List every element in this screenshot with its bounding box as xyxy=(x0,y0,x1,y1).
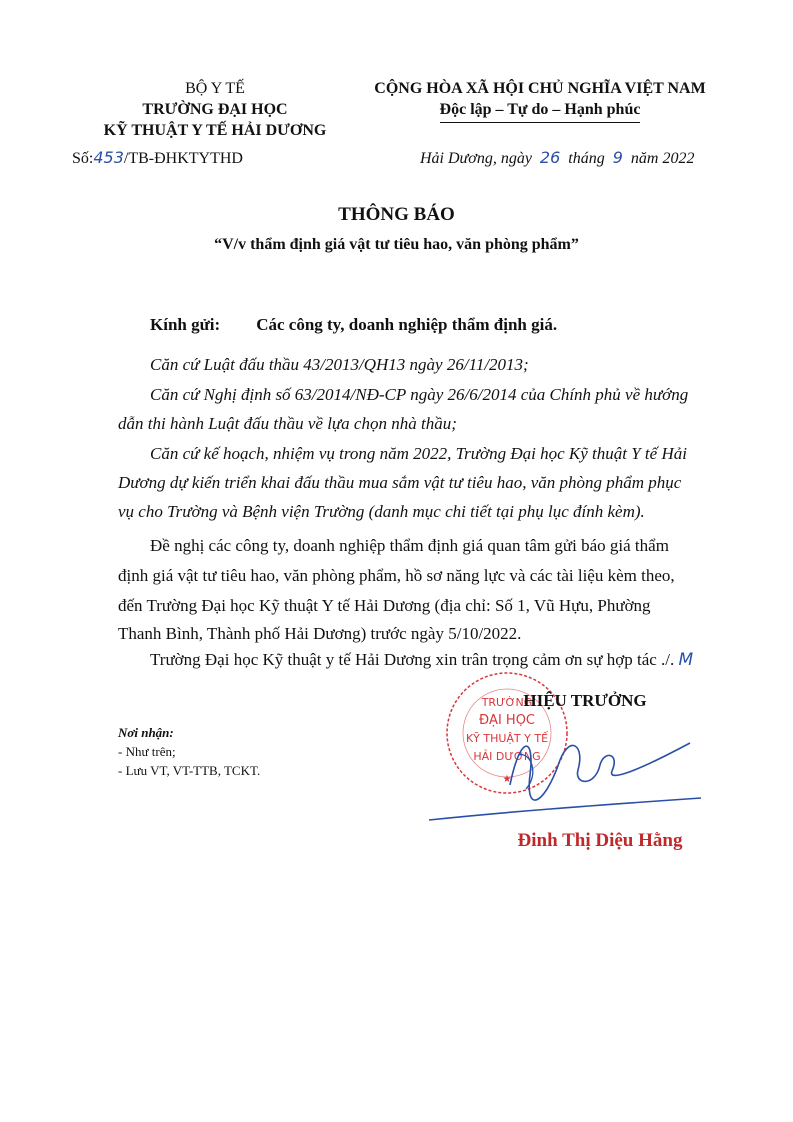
ministry-name: BỘ Y TẾ xyxy=(185,80,245,97)
addressee-label: Kính gửi: xyxy=(150,315,221,334)
date-month: 9 xyxy=(612,148,623,167)
national-motto: Độc lập – Tự do – Hạnh phúc xyxy=(440,99,641,123)
request-line1: Đề nghị các công ty, doanh nghiệp thẩm định giá quan tâm gửi báo giá thẩm xyxy=(150,536,669,555)
stamp-text-3: KỸ THUẬT Y TẾ xyxy=(465,732,549,745)
addressee xyxy=(150,315,557,335)
addressee-text: Các công ty, doanh nghiệp thẩm định giá. xyxy=(256,315,558,334)
national-header xyxy=(350,78,730,123)
date-suffix: năm 2022 xyxy=(630,150,695,167)
document-number xyxy=(72,148,243,168)
issuer-block xyxy=(70,78,360,141)
thanks-text: Trường Đại học Kỹ thuật y tế Hải Dương xin trân trọng cảm ơn sự hợp tác ./. xyxy=(150,650,675,669)
stamp-text-4: HẢI DƯƠNG xyxy=(473,750,541,763)
request-line4: Thanh Bình, Thành phố Hải Dương) trước ngày 5/10/2022. xyxy=(118,624,522,643)
basis-law: Căn cứ Luật đấu thầu 43/2013/QH13 ngày 26/11/2013; xyxy=(150,355,529,374)
date-month-label: tháng xyxy=(568,150,605,167)
basis-plan-line3: vụ cho Trường và Bệnh viện Trường (danh mục chi tiết tại phụ lục đính kèm). xyxy=(118,502,645,521)
recipient-item: - Như trên; xyxy=(118,744,176,759)
school-name-line2: KỸ THUẬT Y TẾ HẢI DƯƠNG xyxy=(103,122,327,139)
doc-no-handwritten: 453 xyxy=(93,148,124,167)
basis-decree-line1: Căn cứ Nghị định số 63/2014/NĐ-CP ngày 26/6/2014 của Chính phủ về hướng xyxy=(150,385,689,404)
request-line2: định giá vật tư tiêu hao, văn phòng phẩm, hồ sơ năng lực và các tài liệu kèm theo, xyxy=(118,566,675,585)
basis-plan-line1: Căn cứ kế hoạch, nhiệm vụ trong năm 2022, Trường Đại học Kỹ thuật Y tế Hải xyxy=(150,444,687,463)
basis-plan-line2: Dương dự kiến triển khai đấu thầu mua sắm vật tư tiêu hao, văn phòng phẩm phục xyxy=(118,473,682,492)
doc-no-suffix: /TB-ĐHKTYTHD xyxy=(123,150,243,167)
signature-underline xyxy=(425,790,705,830)
svg-text:★: ★ xyxy=(502,774,512,785)
date-prefix: Hải Dương, ngày xyxy=(420,150,532,167)
document-title: THÔNG BÁO xyxy=(338,204,455,225)
thanks-line xyxy=(150,650,693,670)
request-line3: đến Trường Đại học Kỹ thuật Y tế Hải Dương (địa chỉ: Số 1, Vũ Hựu, Phường xyxy=(118,596,651,615)
document-subtitle: “V/v thẩm định giá vật tư tiêu hao, văn phòng phẩm” xyxy=(214,236,579,253)
signer-title: HIỆU TRƯỞNG xyxy=(523,691,647,710)
issue-date xyxy=(420,148,694,168)
stamp-text-2: ĐẠI HỌC xyxy=(478,713,536,728)
stamp-text-1: TRƯỜNG xyxy=(481,696,533,709)
signer-name: Đinh Thị Diệu Hằng xyxy=(517,830,683,851)
basis-decree-line2: dẫn thi hành Luật đấu thầu về lựa chọn nhà thầu; xyxy=(118,414,457,433)
initial-mark: M xyxy=(678,650,694,670)
recipients-block xyxy=(118,723,260,780)
nation-name: CỘNG HÒA XÃ HỘI CHỦ NGHĨA VIỆT NAM xyxy=(374,80,706,97)
recipients-heading: Nơi nhận: xyxy=(118,725,174,740)
date-day: 26 xyxy=(539,148,561,167)
school-name-line1: TRƯỜNG ĐẠI HỌC xyxy=(142,101,288,118)
doc-no-prefix: Số: xyxy=(72,150,94,167)
recipient-item: - Lưu VT, VT-TTB, TCKT. xyxy=(118,763,261,778)
